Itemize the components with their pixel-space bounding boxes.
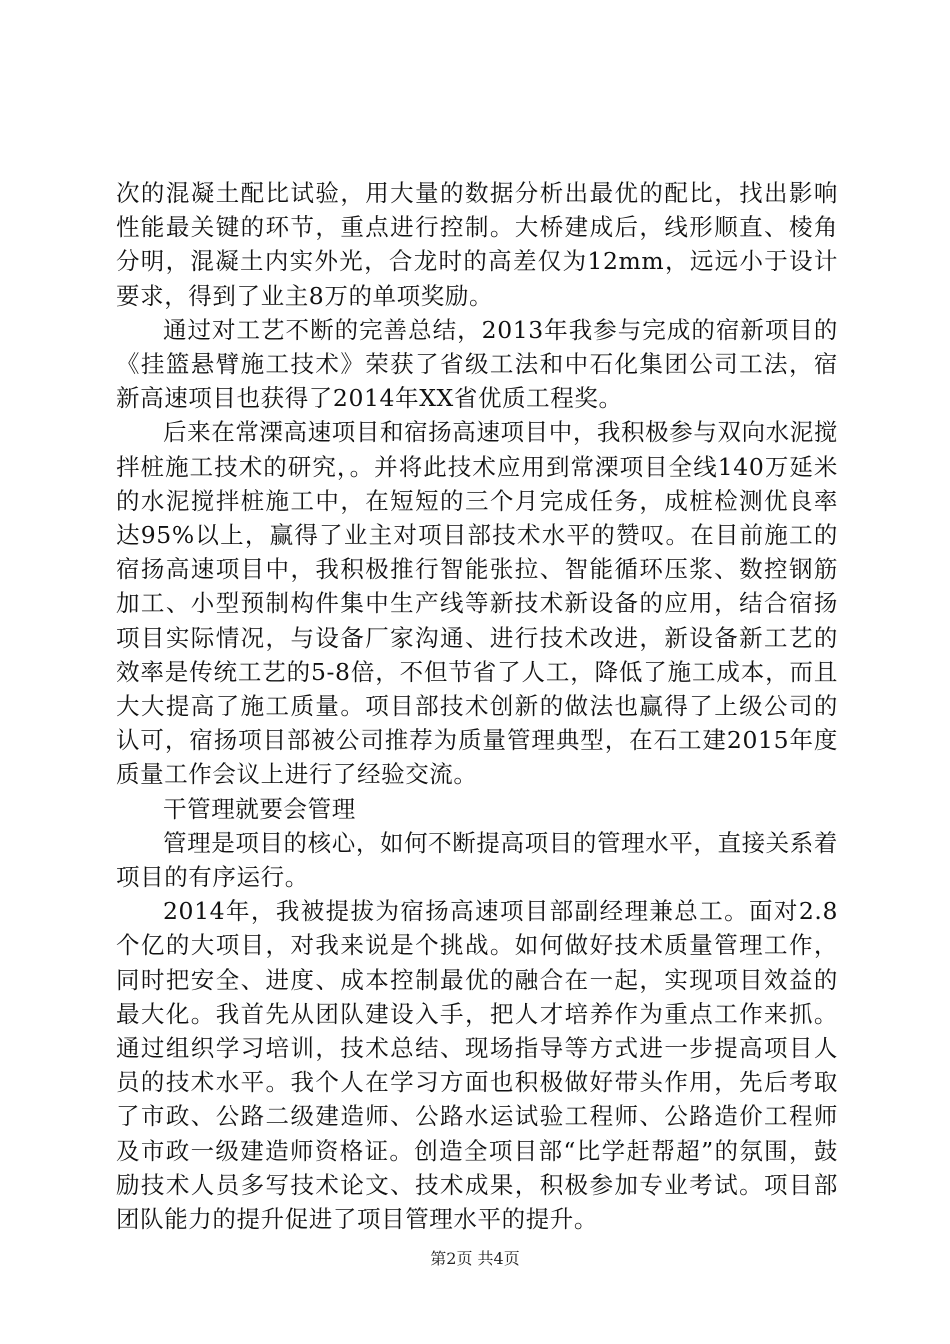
paragraph: 2014年，我被提拔为宿扬高速项目部副经理兼总工。面对2.8个亿的大项目，对我来说是个挑战。如何做好技术质量管理工作，同时把安全、进度、成本控制最优的融合在一起，实现项目效益的最大化。我首先从团队建设入手，把人才培养作为重点工作来抓。通过组织学习培训，技术总结、现场指导等方式进一步提高项目人员的技术水平。我个人在学习方面也积极做好带头作用，先后考取了市政、公路二级建造师、公路水运试验工程师、公路造价工程师及市政一级建造师资格证。创造全项目部“比学赶帮超”的氛围，鼓励技术人员多写技术论文、技术成果，积极参加专业考试。项目部团队能力的提升促进了项目管理水平的提升。	[116, 897, 838, 1234]
body-text	[116, 176, 838, 1236]
paragraph: 后来在常溧高速项目和宿扬高速项目中，我积极参与双向水泥搅拌桩施工技术的研究，。并将此技术应用到常溧项目全线140万延米的水泥搅拌桩施工中，在短短的三个月完成任务，成桩检测优良率达95%以上，赢得了业主对项目部技术水平的赞叹。在目前施工的宿扬高速项目中，我积极推行智能张拉、智能循环压浆、数控钢筋加工、小型预制构件集中生产线等新技术新设备的应用，结合宿扬项目实际情况，与设备厂家沟通、进行技术改进，新设备新工艺的效率是传统工艺的5-8倍，不但节省了人工，降低了施工成本，而且大大提高了施工质量。项目部技术创新的做法也赢得了上级公司的认可，宿扬项目部被公司推荐为质量管理典型，在石工建2015年度质量工作会议上进行了经验交流。	[116, 418, 838, 789]
page-footer: 第2页 共4页	[430, 1249, 520, 1268]
paragraph: 通过对工艺不断的完善总结，2013年我参与完成的宿新项目的《挂篮悬臂施工技术》荣获了省级工法和中石化集团公司工法，宿新高速项目也获得了2014年XX省优质工程奖。	[116, 315, 838, 413]
paragraph: 管理是项目的核心，如何不断提高项目的管理水平，直接关系着项目的有序运行。	[116, 828, 838, 892]
section-heading: 干管理就要会管理	[163, 794, 356, 823]
paragraph: 次的混凝土配比试验，用大量的数据分析出最优的配比，找出影响性能最关键的环节，重点进行控制。大桥建成后，线形顺直、棱角分明，混凝土内实外光，合龙时的高差仅为12mm，远远小于设计要求，得到了业主8万的单项奖励。	[116, 179, 838, 310]
